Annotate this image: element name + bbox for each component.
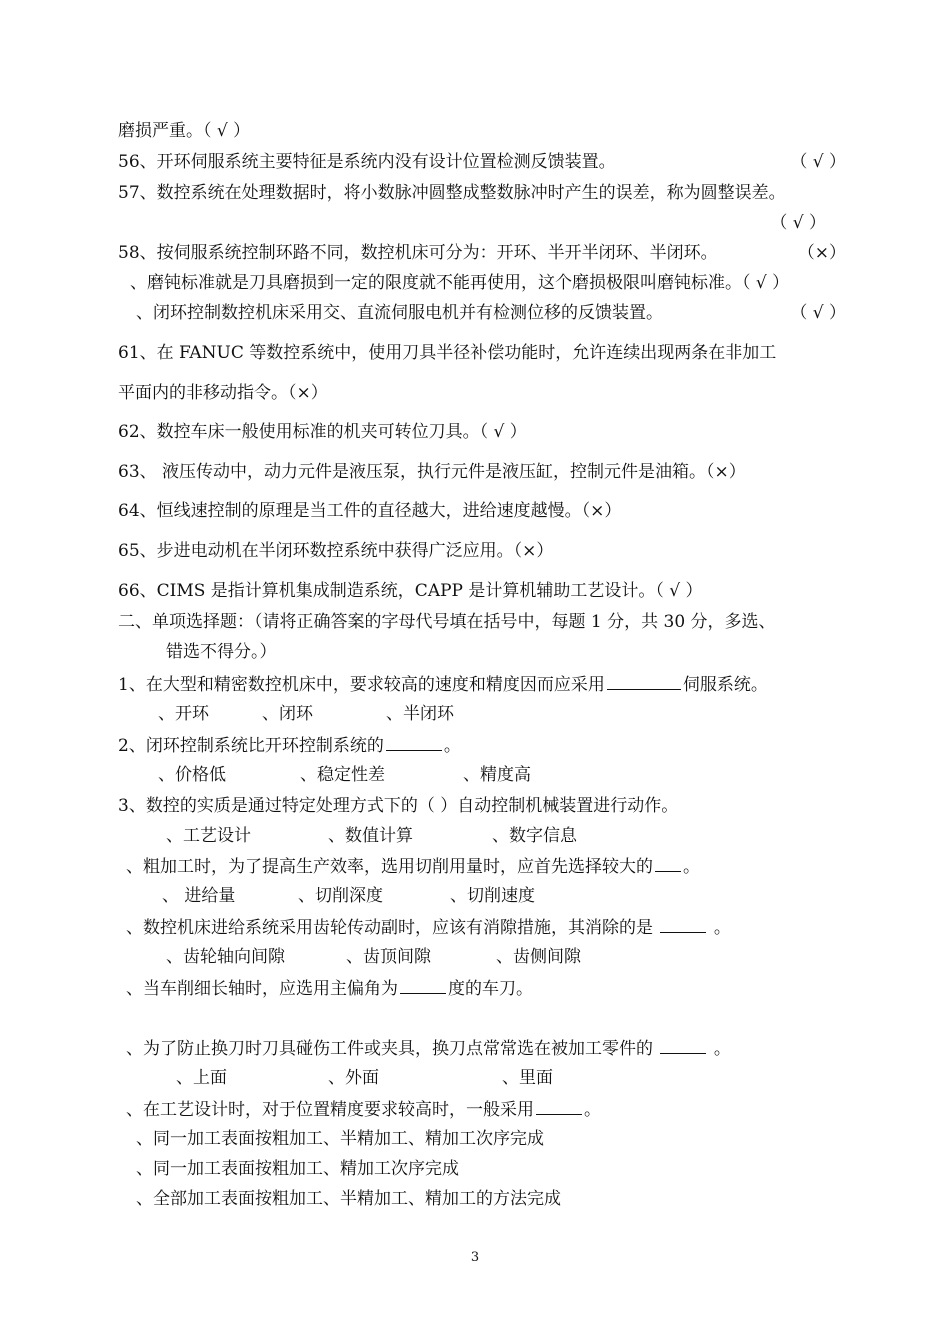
question-8: 、在工艺设计时，对于位置精度要求较高时，一般采用 。 (126, 1100, 601, 1120)
item-61-line2: 平面内的非移动指令。（×） (118, 383, 328, 403)
answer-blank (400, 977, 446, 994)
item-66: 66、CIMS 是指计算机集成制造系统，CAPP 是计算机辅助工艺设计。（ √ ） (118, 581, 703, 601)
item-63: 63、 液压传动中，动力元件是液压泵，执行元件是液压缸，控制元件是油箱。（×） (118, 462, 746, 482)
item-56: 56、开环伺服系统主要特征是系统内没有设计位置检测反馈装置。 (118, 152, 616, 172)
document-page: 磨损严重。（ √ ） 56、开环伺服系统主要特征是系统内没有设计位置检测反馈装置。 （ √ ） 57、数控系统在处理数据时，将小数脉冲圆整成整数脉冲时产生的误差，称为圆整误差。 （ √ ） 58、按伺服系统控制环路不同，数控机床可分为：开环、半开半闭环、半闭环。 （×） 、磨钝标准就是刀具磨损到一定的限度就不能再使用，这个磨损极限叫磨钝标准。（ √ ） 、闭环控制数控机床采用交、直流伺服电机并有检测位移的反馈装置。 （ √ ） 61、在 FANUC 等数控系统中，使用刀具半径补偿功能时，允许连续出现两条在非加工 平面内的非移动指令。（×） 62、数控车床一般使用标准的机夹可转位刀具。（ √ ） 63、 液压传动中，动力元件是液压泵，执行元件是液压缸，控制元件是油箱。（×） 64、恒线速控制的原理是当工件的直径越大，进给速度越慢。（×） 65、步进电动机在半闭环数控系统中获得广泛应用。（×） 66、CIMS 是指计算机集成制造系统，CAPP 是计算机辅助工艺设计。（ √ ） 二、单项选择题：（请将正确答案的字母代号填在括号中，每题 1 分，共 30 分，多选、 错选不得分。） 1、在大型和精密数控机床中，要求较高的速度和精度因而应采用 伺服系统。 、开环 、闭环 、半闭环 2、闭环控制系统比开环控制系统的 。 、价格低 、稳定性差 、精度高 3、数控的实质是通过特定处理方式下的（ ）自动控制机械装置进行动作。 、工艺设计 、数值计算 、数字信息 、粗加工时，为了提高生产效率，选用切削用量时，应首先选择较大的 。 、 进给量 、切削深度 、切削速度 、数控机床进给系统采用齿轮传动副时，应该有消隙措施，其消除的是 。 、齿轮轴向间隙 、齿顶间隙 、齿侧间隙 、当车削细长轴时，应选用主偏角为 度的车刀。 、为了防止换刀时刀具碰伤工件或夹具，换刀点常常选在被加工零件的 。 、上面 、外面 、里面 、在工艺设计时，对于位置精度要求较高时，一般采用 。 、同一加工表面按粗加工、半精加工、精加工次序完成 、同一加工表面按粗加工、精加工次序完成 、全部加工表面按粗加工、半精加工、精加工的方法完成 3 (0, 0, 950, 1344)
item-60: 、闭环控制数控机床采用交、直流伺服电机并有检测位移的反馈装置。 (136, 303, 663, 323)
item-64: 64、恒线速控制的原理是当工件的直径越大，进给速度越慢。（×） (118, 501, 622, 521)
question-8-option-b: 、同一加工表面按粗加工、精加工次序完成 (136, 1159, 459, 1179)
item-57-mark: （ √ ） (770, 213, 826, 233)
question-8-option-c: 、全部加工表面按粗加工、半精加工、精加工的方法完成 (136, 1189, 561, 1209)
question-2: 2、闭环控制系统比开环控制系统的 。 (118, 736, 461, 756)
item-60-mark: （ √ ） (790, 303, 846, 323)
page-number: 3 (470, 1250, 480, 1265)
answer-blank (386, 734, 442, 751)
section-2-heading: 二、单项选择题：（请将正确答案的字母代号填在括号中，每题 1 分，共 30 分，多选、 (118, 612, 776, 632)
question-6: 、当车削细长轴时，应选用主偏角为 度的车刀。 (126, 979, 533, 999)
item-57: 57、数控系统在处理数据时，将小数脉冲圆整成整数脉冲时产生的误差，称为圆整误差。 (118, 183, 786, 203)
answer-blank (660, 1037, 706, 1054)
question-4: 、粗加工时，为了提高生产效率，选用切削用量时，应首先选择较大的 。 (126, 857, 700, 877)
answer-blank (660, 916, 706, 933)
question-7: 、为了防止换刀时刀具碰伤工件或夹具，换刀点常常选在被加工零件的 。 (126, 1039, 731, 1059)
item-61-line1: 61、在 FANUC 等数控系统中，使用刀具半径补偿功能时，允许连续出现两条在非加工 (118, 343, 777, 363)
question-1: 1、在大型和精密数控机床中，要求较高的速度和精度因而应采用 伺服系统。 (118, 675, 768, 695)
section-2-heading-cont: 错选不得分。） (166, 642, 277, 662)
question-8-option-a: 、同一加工表面按粗加工、半精加工、精加工次序完成 (136, 1129, 544, 1149)
item-58: 58、按伺服系统控制环路不同，数控机床可分为：开环、半开半闭环、半闭环。 (118, 243, 718, 263)
item-56-mark: （ √ ） (790, 152, 846, 172)
answer-blank (536, 1098, 582, 1115)
item-59: 、磨钝标准就是刀具磨损到一定的限度就不能再使用，这个磨损极限叫磨钝标准。（ √ ） (130, 273, 790, 293)
item-58-mark: （×） (797, 243, 846, 263)
answer-blank (655, 855, 681, 872)
answer-blank (607, 673, 681, 690)
question-5: 、数控机床进给系统采用齿轮传动副时，应该有消隙措施，其消除的是 。 (126, 918, 731, 938)
question-3: 3、数控的实质是通过特定处理方式下的（ ）自动控制机械装置进行动作。 (118, 796, 679, 816)
item-65: 65、步进电动机在半闭环数控系统中获得广泛应用。（×） (118, 541, 554, 561)
item-62: 62、数控车床一般使用标准的机夹可转位刀具。（ √ ） (118, 422, 527, 442)
line-55-tail: 磨损严重。（ √ ） (118, 121, 251, 141)
